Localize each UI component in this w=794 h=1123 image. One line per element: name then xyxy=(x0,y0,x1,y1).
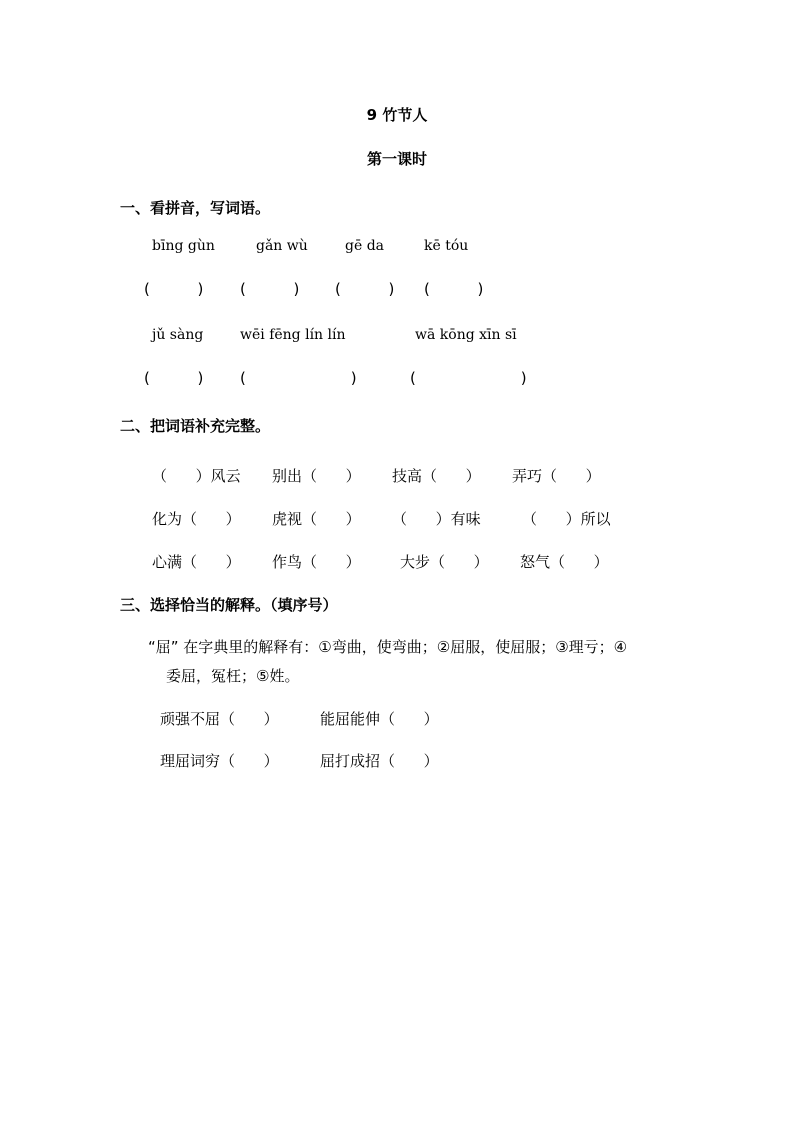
pinyin-wa-kong-xin-si: wā kōng xīn sī xyxy=(415,327,517,343)
section-1-heading: 一、看拼音，写词语。 xyxy=(120,199,271,217)
idiom-item[interactable]: 心满（ ） xyxy=(152,553,241,571)
page-title: 9 竹节人 xyxy=(366,106,428,124)
phrase-item[interactable]: 理屈词穷（ ） xyxy=(160,752,279,770)
idiom-item[interactable]: 弄巧（ ） xyxy=(512,467,601,485)
idiom-item[interactable]: 怒气（ ） xyxy=(520,553,609,571)
idiom-item[interactable]: （ ）有味 xyxy=(392,510,481,528)
idiom-item[interactable]: 作鸟（ ） xyxy=(272,553,361,571)
idiom-item[interactable]: 别出（ ） xyxy=(272,467,361,485)
pinyin-ke-tou: kē tóu xyxy=(424,238,469,254)
idiom-item[interactable]: （ ）所以 xyxy=(522,510,611,528)
answer-blank[interactable]: ( ) xyxy=(144,369,204,387)
answer-blank[interactable]: ( ) xyxy=(424,280,484,298)
answer-blank[interactable]: ( ) xyxy=(240,280,300,298)
pinyin-gan-wu: gǎn wù xyxy=(256,238,308,254)
section-2-heading: 二、把词语补充完整。 xyxy=(120,417,271,435)
answer-blank[interactable]: ( ) xyxy=(335,280,395,298)
answer-blank[interactable]: ( ) xyxy=(240,369,357,387)
page-subtitle: 第一课时 xyxy=(366,150,427,168)
idiom-item[interactable]: 大步（ ） xyxy=(400,553,489,571)
definition-line-1: “屈” 在字典里的解释有：①弯曲，使弯曲；②屈服，使屈服；③理亏；④ xyxy=(148,638,628,656)
idiom-item[interactable]: 技高（ ） xyxy=(392,467,481,485)
pinyin-bing-gun: bīng gùn xyxy=(152,238,215,254)
pinyin-wei-feng-lin-lin: wēi fēng lín lín xyxy=(240,327,346,343)
answer-blank[interactable]: ( ) xyxy=(144,280,204,298)
answer-blank[interactable]: ( ) xyxy=(410,369,527,387)
idiom-item[interactable]: 虎视（ ） xyxy=(272,510,361,528)
idiom-item[interactable]: （ ）风云 xyxy=(152,467,241,485)
pinyin-ju-sang: jǔ sàng xyxy=(152,327,204,343)
pinyin-ge-da: gē da xyxy=(345,238,385,254)
phrase-item[interactable]: 能屈能伸（ ） xyxy=(320,710,439,728)
definition-line-2: 委屈，冤枉；⑤姓。 xyxy=(166,667,300,685)
phrase-item[interactable]: 屈打成招（ ） xyxy=(320,752,439,770)
idiom-item[interactable]: 化为（ ） xyxy=(152,510,241,528)
phrase-item[interactable]: 顽强不屈（ ） xyxy=(160,710,279,728)
section-3-heading: 三、选择恰当的解释。（填序号） xyxy=(120,596,338,614)
